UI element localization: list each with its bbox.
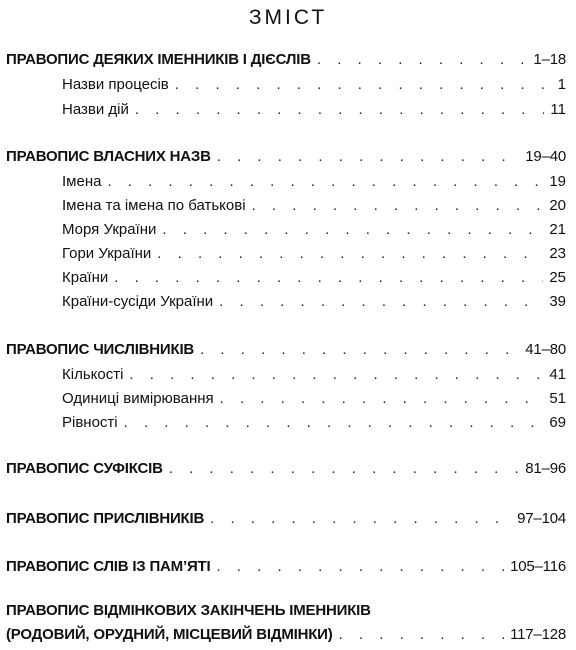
toc-item-page: 23: [549, 245, 566, 262]
toc-item-label: Рівності: [62, 414, 118, 431]
toc-section-numerals: [6, 341, 566, 358]
toc-item-label: Назви дій: [62, 101, 129, 118]
toc-item-label: Моря України: [62, 221, 157, 238]
toc-item-label: Країни: [62, 269, 109, 286]
dot-leader: [339, 626, 505, 643]
toc-item-label: Назви процесів: [62, 76, 169, 93]
dot-leader: [219, 293, 543, 310]
toc-item-page: 11: [550, 101, 566, 118]
toc-item-page: 41: [549, 366, 566, 383]
dot-leader: [135, 101, 545, 118]
toc-section-label: ПРАВОПИС СУФІКСІВ: [6, 460, 163, 477]
toc-item-page: 21: [549, 221, 566, 238]
toc-item: [62, 366, 566, 383]
dot-leader: [157, 245, 543, 262]
dot-leader: [252, 197, 544, 214]
toc-item-label: Імена та імена по батькові: [62, 197, 246, 214]
toc-item-page: 51: [549, 390, 566, 407]
toc-section-case-endings: [6, 626, 566, 643]
toc-item: [62, 390, 566, 407]
toc-section-label: ПРАВОПИС ВІДМІНКОВИХ ЗАКІНЧЕНЬ ІМЕННИКІВ: [6, 602, 371, 619]
toc-section-label: ПРАВОПИС ПРИСЛІВНИКІВ: [6, 510, 205, 527]
dot-leader: [217, 148, 520, 165]
toc-item-page: 25: [549, 269, 566, 286]
dot-leader: [169, 460, 520, 477]
toc-item: [62, 269, 566, 286]
toc-item-label: Одиниці вимірювання: [62, 390, 214, 407]
toc-page-range: 117–128: [510, 626, 566, 643]
toc-item-label: Країни-сусіди України: [62, 293, 214, 310]
toc-item-page: 69: [549, 414, 566, 431]
toc-page-range: 19–40: [525, 148, 566, 165]
toc-item: [62, 101, 566, 118]
toc-page-range: 1–18: [533, 51, 566, 68]
toc-page-range: 105–116: [510, 558, 566, 575]
dot-leader: [162, 221, 543, 238]
toc-section-memory-words: [6, 558, 566, 575]
dot-leader: [175, 76, 552, 93]
toc-section-label: ПРАВОПИС ДЕЯКИХ ІМЕННИКІВ І ДІЄСЛІВ: [6, 51, 311, 68]
toc-item-label: Імена: [62, 173, 102, 190]
toc-section-label: ПРАВОПИС ВЛАСНИХ НАЗВ: [6, 148, 211, 165]
dot-leader: [129, 366, 543, 383]
page-title: ЗМІСТ: [248, 6, 328, 29]
toc-item: [62, 197, 566, 214]
toc-section-nouns-verbs: [6, 51, 566, 68]
dot-leader: [114, 269, 543, 286]
toc-item-label: Кількості: [62, 366, 124, 383]
dot-leader: [216, 558, 504, 575]
dot-leader: [317, 51, 528, 68]
toc-page-range: 41–80: [525, 341, 566, 358]
toc-item-label: Гори України: [62, 245, 152, 262]
toc-item: [62, 245, 566, 262]
dot-leader: [220, 390, 544, 407]
toc-section-proper-names: [6, 148, 566, 165]
toc-page-range: 81–96: [525, 460, 566, 477]
dot-leader: [210, 510, 511, 527]
toc-section-label-line2: (РОДОВИЙ, ОРУДНИЙ, МІСЦЕВИЙ ВІДМІНКИ): [6, 626, 333, 643]
toc-section-label: ПРАВОПИС СЛІВ ІЗ ПАМ’ЯТІ: [6, 558, 211, 575]
toc-item: [62, 173, 566, 190]
dot-leader: [107, 173, 543, 190]
toc-section-adverbs: [6, 510, 566, 527]
toc-item-page: 20: [549, 197, 566, 214]
dot-leader: [200, 341, 519, 358]
toc-item: [62, 76, 566, 93]
toc-item-page: 39: [549, 293, 566, 310]
toc-section-suffixes: [6, 460, 566, 477]
toc-page-range: 97–104: [517, 510, 566, 527]
toc-item: [62, 221, 566, 238]
toc-section-label: ПРАВОПИС ЧИСЛІВНИКІВ: [6, 341, 195, 358]
toc-item-page: 19: [549, 173, 566, 190]
toc-item: [62, 293, 566, 310]
toc-item: [62, 414, 566, 431]
toc-item-page: 1: [557, 76, 566, 93]
dot-leader: [124, 414, 544, 431]
